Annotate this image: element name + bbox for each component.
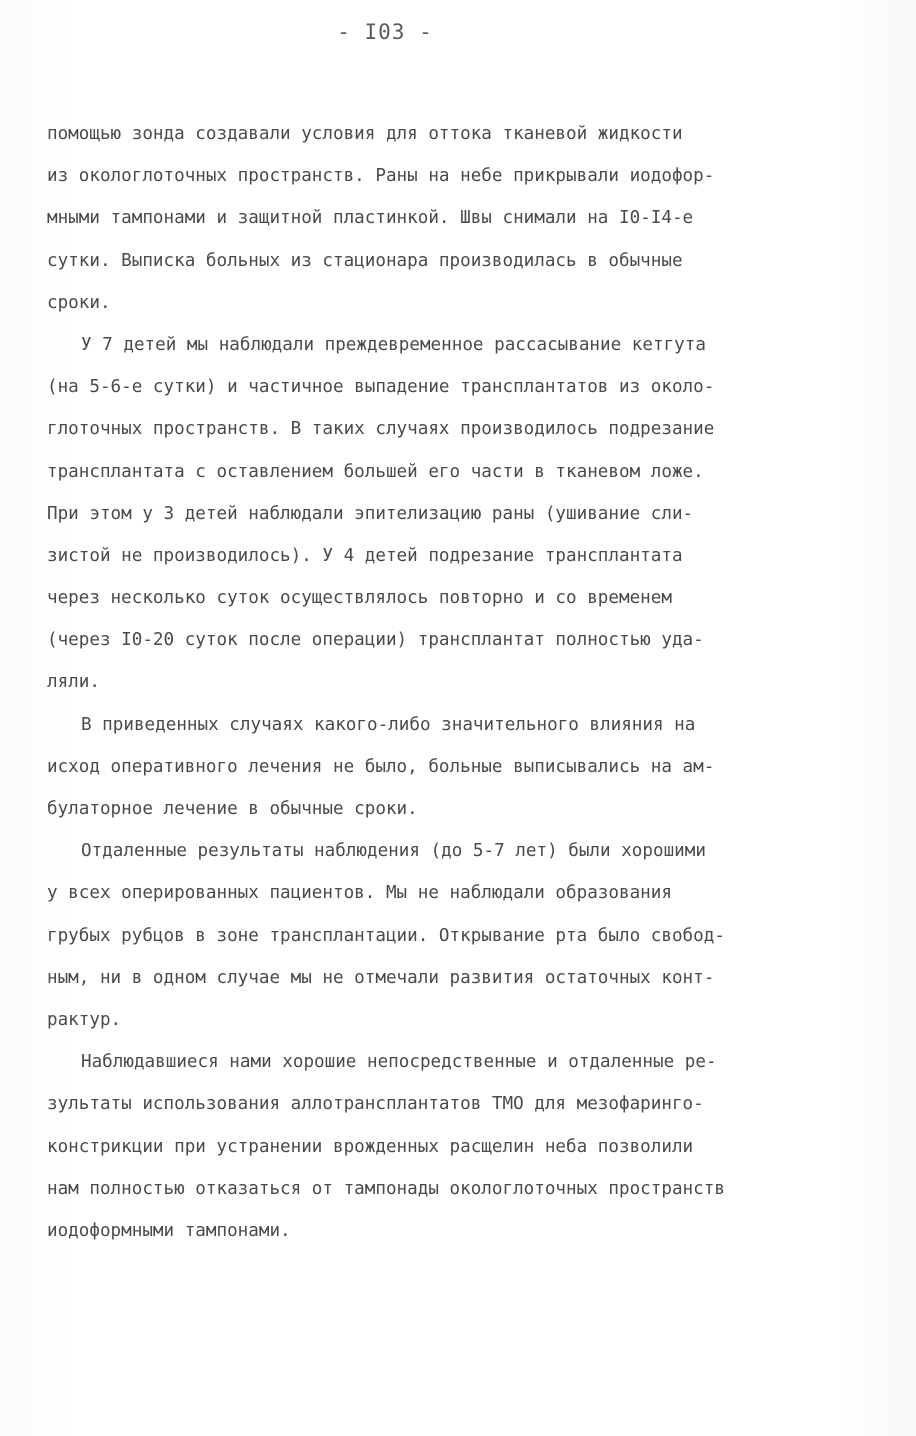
text-line: булаторное лечение в обычные сроки. bbox=[47, 799, 418, 819]
text-line: трансплантата с оставлением большей его части в тканевом ложе. bbox=[47, 461, 704, 482]
page-number: - I03 - bbox=[337, 20, 433, 44]
paragraph-first-line: В приведенных случаях какого-либо значительного влияния на bbox=[81, 714, 696, 735]
text-line: сроки. bbox=[47, 292, 111, 313]
text-line: нам полностью отказаться от тампонады окологлоточных пространств bbox=[47, 1178, 725, 1199]
text-line: помощью зонда создавали условия для оттока тканевой жидкости bbox=[47, 124, 683, 144]
text-line: сутки. Выписка больных из стационара производилась в обычные bbox=[47, 250, 683, 271]
body-text bbox=[47, 113, 883, 1252]
text-line: мными тампонами и защитной пластинкой. Швы снимали на I0-I4-е bbox=[47, 208, 694, 229]
text-line: иодоформными тампонами. bbox=[47, 1220, 291, 1241]
text-line: констрикции при устранении врожденных расщелин неба позволили bbox=[47, 1136, 694, 1157]
text-line: зистой не производилось). У 4 детей подрезание трансплантата bbox=[47, 545, 683, 566]
text-line: зультаты использования аллотрансплантатов ТМО для мезофаринго- bbox=[47, 1094, 704, 1115]
text-line: глоточных пространств. В таких случаях производилось подрезание bbox=[47, 419, 715, 440]
paragraph-first-line: Наблюдавшиеся нами хорошие непосредственные и отдаленные ре- bbox=[81, 1052, 717, 1073]
text-line: исход оперативного лечения не было, больные выписывались на ам- bbox=[47, 756, 715, 777]
paragraph-first-line: Отдаленные результаты наблюдения (до 5-7 лет) были хорошими bbox=[81, 841, 706, 862]
text-line: через несколько суток осуществлялось повторно и со временем bbox=[47, 588, 672, 609]
text-line: ляли. bbox=[47, 672, 100, 693]
text-line: (через I0-20 суток после операции) трансплантат полностью уда- bbox=[47, 630, 704, 651]
text-line: из окологлоточных пространств. Раны на небе прикрывали иодофор- bbox=[47, 166, 715, 187]
text-line: (на 5-6-е сутки) и частичное выпадение трансплантатов из околo- bbox=[47, 377, 715, 398]
text-line: рактур. bbox=[47, 1009, 122, 1030]
text-line: При этом у 3 детей наблюдали эпителизацию раны (ушивание сли- bbox=[47, 503, 694, 524]
paragraph-first-line: У 7 детей мы наблюдали преждевременное рассасывание кетгута bbox=[81, 334, 706, 355]
text-line: ным, ни в одном случае мы не отмечали развития остаточных конт- bbox=[47, 967, 715, 988]
text-line: у всех оперированных пациентов. Мы не наблюдали образования bbox=[47, 883, 672, 904]
text-line: грубых рубцов в зоне трансплантации. Открывание рта было свобод- bbox=[47, 925, 725, 946]
